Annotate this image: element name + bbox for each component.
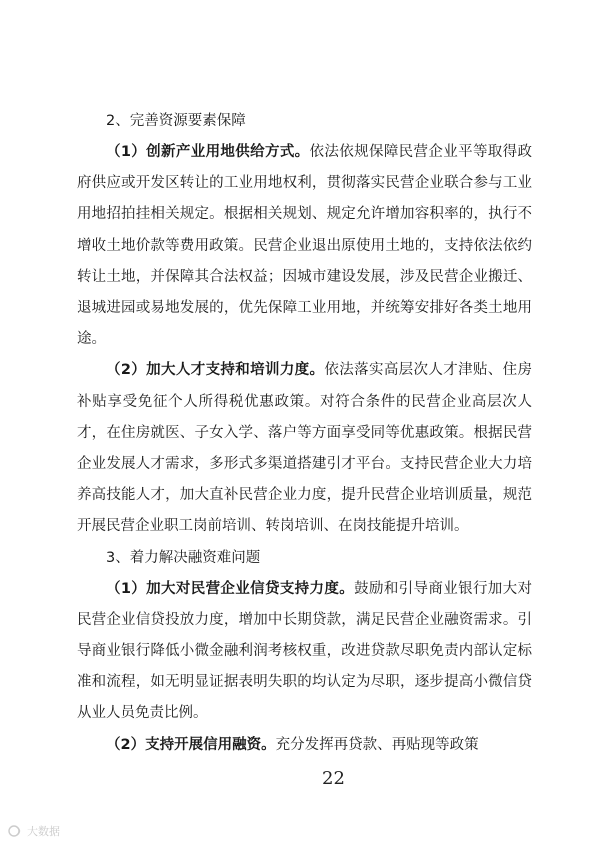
- section-heading: 2、完善资源要素保障: [106, 113, 246, 129]
- paragraph: [77, 137, 532, 355]
- document-body: [77, 106, 532, 761]
- paragraph-lead: （2）支持开展信用融资。: [106, 736, 276, 753]
- paragraph: [77, 574, 532, 730]
- paragraph-text: 充分发挥再贷款、再贴现等政策: [275, 736, 479, 753]
- watermark: [8, 823, 60, 839]
- paragraph-text: 依法依规保障民营企业平等取得政府供应或开发区转让的工业用地权利，贯彻落实民营企业联合参与工业用地招拍挂相关规定。根据相关规划、规定允许增加容积率的，执行不增收土地价款等费用政策。民营企业退出原使用土地的，支持依法依约转让土地，并保障其合法权益；因城市建设发展，涉及民营企业搬迁、退城进园或易地发展的，优先保障工业用地，并统筹安排好各类土地用途。: [77, 144, 532, 348]
- watermark-text: 大数据: [27, 825, 60, 838]
- paragraph-text: 鼓励和引导商业银行加大对民营企业信贷投放力度，增加中长期贷款，满足民营企业融资需求。引导商业银行降低小微金融利润考核权重，改进贷款尽职免责内部认定标准和流程，如无明显证据表明失职的均认定为尽职，逐步提高小微信贷从业人员免责比例。: [77, 580, 533, 722]
- paragraph: [77, 730, 532, 761]
- paragraph: [77, 355, 532, 542]
- paragraph-lead: （1）加大对民营企业信贷支持力度。: [106, 580, 355, 597]
- paragraph-lead: （2）加大人才支持和培训力度。: [106, 362, 325, 379]
- section-heading: 3、着力解决融资难问题: [106, 549, 261, 566]
- paragraph-text: 依法落实高层次人才津贴、住房补贴享受免征个人所得税优惠政策。对符合条件的民营企业高层次人才，在住房就医、子女入学、落户等方面享受同等优惠政策。根据民营企业发展人才需求，多形式多渠道搭建引才平台。支持民营企业大力培养高技能人才，加大直补民营企业力度，提升民营企业培训质量，规范开展民营企业职工岗前培训、转岗培训、在岗技能提升培训。: [77, 362, 533, 535]
- paragraph-lead: （1）创新产业用地供给方式。: [106, 144, 310, 160]
- page-number: 22: [322, 768, 345, 789]
- watermark-logo-icon: [8, 824, 24, 838]
